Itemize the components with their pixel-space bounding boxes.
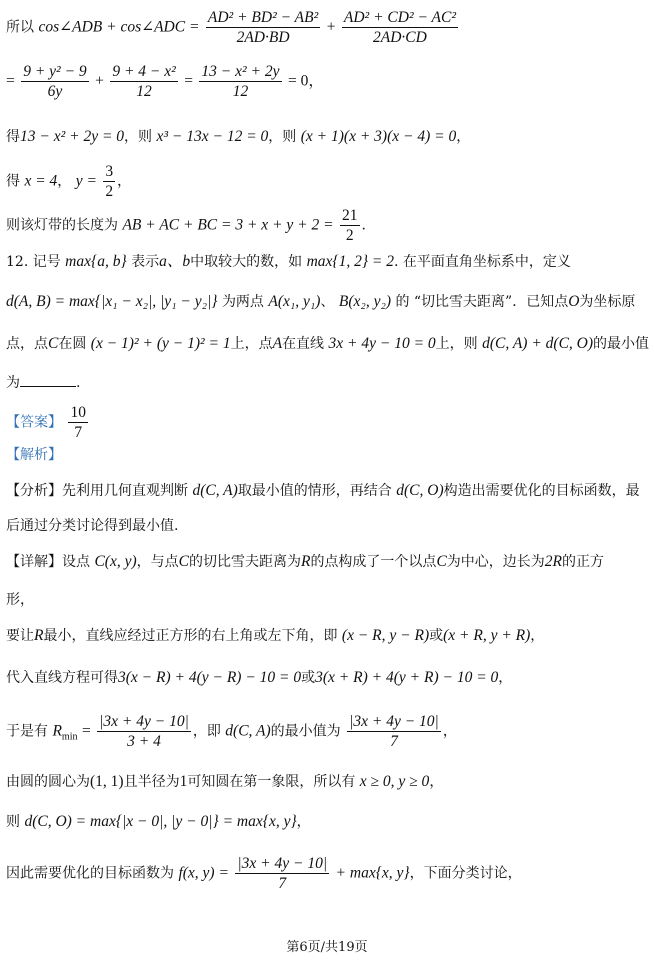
text: 为 [6,375,20,391]
math: AB + AC + BC = 3 + x + y + 2 = [122,216,334,234]
reason-line1 [6,626,646,646]
text: ， [429,774,444,790]
numerator: |3x + 4y − 10| [237,855,328,872]
math: a、b [159,253,191,270]
text: ， [442,723,457,740]
math: d(C, O) [396,482,444,499]
math: 1 [179,773,188,790]
math: A [272,335,283,352]
text: ，即 [192,723,221,740]
math: C(x, y) [94,553,137,570]
reason-line3 [6,712,646,751]
math: C [48,335,59,352]
text: 则该灯带的长度为 [6,217,118,234]
reason-line6 [6,854,646,893]
fraction [206,8,320,47]
denominator: 12 [232,83,249,100]
math: 2R [544,553,562,570]
math: = [6,72,15,90]
xiangjie-tag: 【详解】 [6,554,62,570]
numerator: 9 + 4 − x² [112,63,176,80]
text: ，则 [268,129,297,145]
math: x³ − 13x − 12 = 0 [156,128,269,145]
text: 得 [6,129,20,145]
numerator: |3x + 4y − 10| [349,713,439,730]
math: A(x₁, y₁) [268,293,321,310]
math: d(A, B) = max{|x₁ − x₂|, |y₁ − y₂|} [6,293,218,310]
reason-line5 [6,812,646,832]
subscript: min [61,731,78,743]
math: max{1, 2} = 2 [306,253,395,270]
text: 得 [6,173,20,190]
text: 的正方 [562,554,604,570]
reason-line2 [6,668,646,688]
text: ，下面分类讨论， [409,865,522,882]
math: y = [75,172,97,190]
fenxi-line2 [6,516,646,536]
text: ， [456,129,471,145]
answer-blank [20,372,76,387]
text: . 在平面直角坐标系中，定义 [394,254,571,270]
math: f(x, y) = [178,864,229,882]
fraction [199,62,281,101]
fraction [21,62,88,101]
line-factor [6,127,646,147]
text: 代入直线方程可得 [6,670,118,686]
denominator: 2AD·CD [373,29,427,46]
xiangjie-line1 [6,552,646,572]
fraction [110,62,177,101]
math: + [326,18,336,36]
fraction [342,8,458,47]
math: (x − 1)² + (y − 1)² = 1 [90,335,231,352]
text: 后通过分类讨论得到最小值. [6,518,179,534]
text: 上，点 [230,336,273,352]
denominator: 7 [390,733,398,750]
text: 12. 记号 [6,254,61,270]
math: d(C, O) = max{|x − 0|, |y − 0|} = max{x, y} [24,813,297,830]
text: 要让 [6,628,34,644]
answer-line [6,403,646,442]
math: d(C, A) [225,722,271,740]
text: 或 [301,670,316,686]
text: 上，则 [435,336,478,352]
denominator: 2AD·BD [236,29,290,46]
text: ， [296,814,311,830]
denominator: 6y [47,83,63,100]
math: (x + R, y + R) [443,627,531,644]
text: ， [530,628,545,644]
question-12-line1 [6,252,646,272]
math: d(C, A) + d(C, O) [482,335,594,352]
denominator: 7 [278,875,287,892]
text: 表示 [131,254,160,270]
text: 先利用几何直观判断 [62,483,188,499]
line-cos-sum [6,8,646,47]
denominator: 3 + 4 [127,733,161,750]
text: 的切比雪夫距离为 [188,554,301,570]
numerator: AD² + BD² − AB² [207,9,319,26]
text: 的最小值为 [270,723,341,740]
text: ，与点 [136,554,179,570]
text: ， [498,670,513,686]
numerator: 3 [105,163,114,180]
numerator: |3x + 4y − 10| [99,713,189,730]
text: 或 [429,628,444,644]
math: C [178,553,189,570]
text: . [361,217,366,234]
math: (x + 1)(x + 3)(x − 4) = 0 [300,128,457,145]
math: x ≥ 0, y ≥ 0 [359,773,430,790]
text: ， [117,173,132,190]
question-12-line2 [6,292,646,312]
text: 在直线 [282,336,325,352]
text: 中取较大的数，如 [190,254,303,270]
line-solution-xy [6,162,646,201]
numerator: 9 + y² − 9 [23,63,87,80]
math: 3(x + R) + 4(y + R) − 10 = 0 [315,669,499,686]
text: 可知圆在第一象限，所以有 [187,774,356,790]
math: R [52,722,62,740]
text: 设点 [62,554,90,570]
answer-fraction [68,403,88,442]
analysis-tag-line [6,445,646,465]
denominator: 2 [105,183,114,200]
text: 则 [6,814,20,830]
fenxi-line1 [6,481,646,501]
page-footer: 第6页/共19页 [286,940,368,955]
math: = [184,72,193,90]
text: ， [57,173,72,190]
text: 取最小值的情形，再结合 [237,483,392,499]
math: O [568,293,580,310]
text: 构造出需要优化的目标函数，最 [443,483,640,499]
fraction [97,712,191,751]
numerator: 13 − x² + 2y [201,63,280,80]
denominator: 7 [74,424,83,441]
math: = [81,722,91,740]
fraction [103,162,115,201]
text: 于是有 [6,723,48,740]
denominator: 2 [345,227,354,244]
math: (1, 1) [90,773,124,790]
numerator: 21 [342,207,358,224]
text: 形， [6,592,34,608]
text: 、 [320,294,335,310]
math: d(C, A) [192,482,238,499]
text: . [76,375,81,391]
text: 因此需要优化的目标函数为 [6,865,174,882]
fraction [347,712,441,751]
math: max{a, b} [65,253,127,270]
text: 为中心，边长为 [446,554,545,570]
text: 的 “切比雪夫距离”．已知点 [395,294,569,310]
text: 最小，直线应经过正方形的右上角或左下角，即 [43,628,338,644]
math: B(x₂, y₂) [338,293,391,310]
text: 为坐标原 [579,294,636,310]
reason-line4 [6,772,646,792]
text: 且半径为 [123,774,180,790]
text: 为两点 [221,294,264,310]
text: 的点构成了一个以点 [310,554,437,570]
text: 由圆的圆心为 [6,774,90,790]
fraction [340,206,360,245]
math: + [95,72,104,90]
question-12-line3 [6,334,650,354]
math: x = 4 [24,172,58,190]
math: = 0， [287,72,324,90]
text: 的最小值 [593,336,650,352]
math: + max{x, y} [335,864,410,882]
text: 点，点 [6,336,48,352]
xiangjie-line2 [6,590,646,610]
math: R [34,627,44,644]
analysis-tag: 【解析】 [6,447,62,463]
numerator: AD² + CD² − AC² [343,9,456,26]
denominator: 12 [136,83,152,100]
math: 3x + 4y − 10 = 0 [328,335,436,352]
math: cos∠ADB + cos∠ADC = [38,18,200,36]
text: 在圆 [58,336,87,352]
text: ，则 [124,129,153,145]
fraction [235,854,329,893]
math: 3(x − R) + 4(y − R) − 10 = 0 [118,669,302,686]
answer-tag: 【答案】 [6,414,62,431]
line-simplify [6,62,646,101]
math: C [436,553,447,570]
math: (x − R, y − R) [341,627,430,644]
text: 所以 [6,19,34,36]
math: 13 − x² + 2y = 0 [20,128,125,145]
question-12-line4 [6,372,646,393]
fenxi-tag: 【分析】 [6,483,62,499]
line-length [6,206,646,245]
numerator: 10 [70,404,86,421]
math: R [300,553,311,570]
